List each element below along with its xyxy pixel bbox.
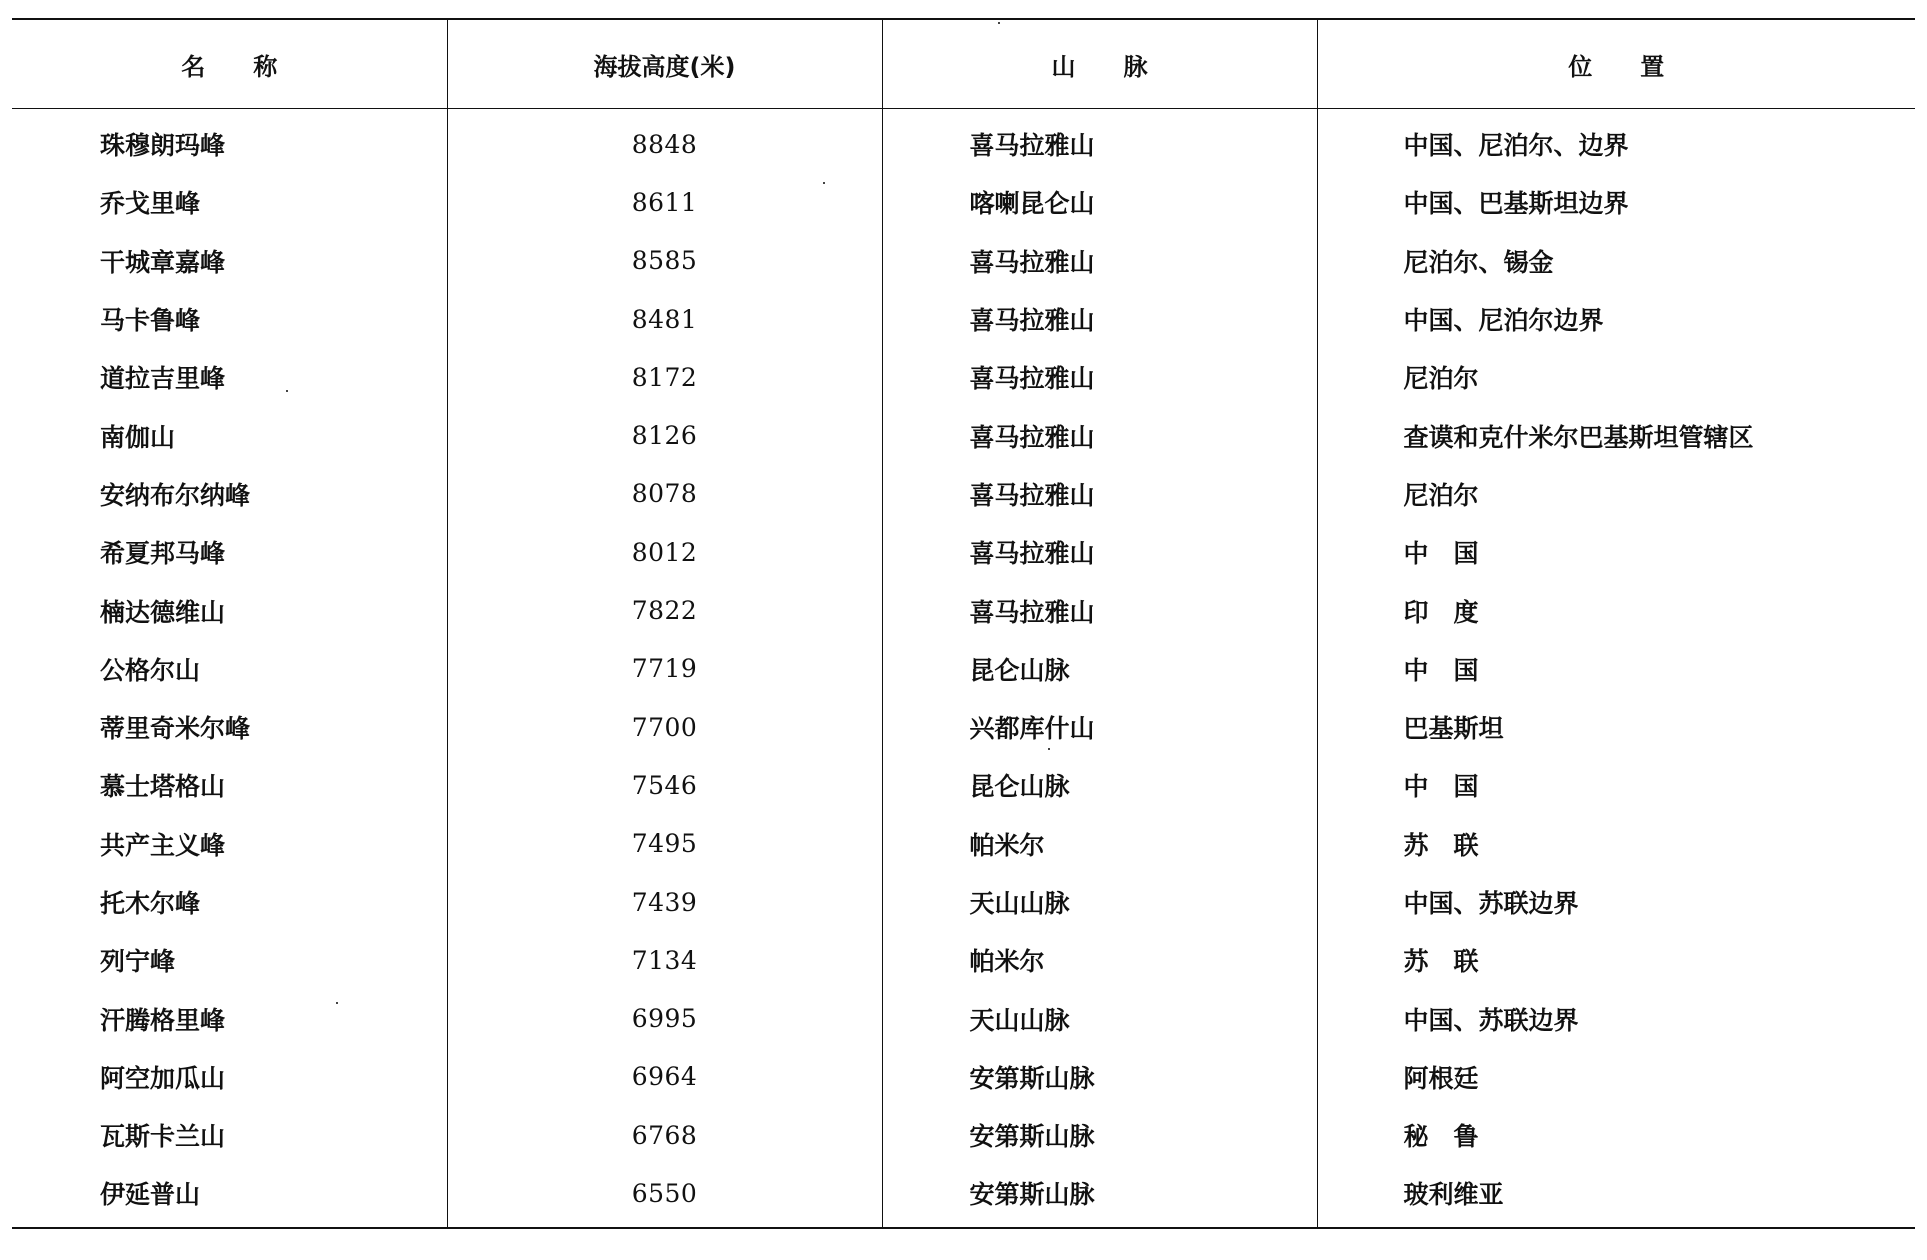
cell-name: 南伽山 — [100, 422, 176, 452]
cell-altitude: 8611 — [447, 173, 882, 231]
cell-name: 希夏邦马峰 — [100, 539, 226, 569]
cell-altitude: 8126 — [447, 406, 882, 464]
cell-location: 中 国 — [1317, 640, 1915, 698]
cell-altitude: 7822 — [447, 581, 882, 639]
table-row — [12, 290, 1915, 348]
cell-range: 天山山脉 — [882, 989, 1317, 1047]
table-row — [12, 465, 1915, 523]
scan-speck — [286, 390, 288, 392]
cell-name: 慕士塔格山 — [100, 772, 226, 802]
cell-altitude: 7546 — [447, 756, 882, 814]
cell-location: 中国、巴基斯坦边界 — [1317, 173, 1915, 231]
table-row — [12, 873, 1915, 931]
cell-location: 尼泊尔 — [1317, 465, 1915, 523]
cell-altitude: 8078 — [447, 465, 882, 523]
cell-name: 瓦斯卡兰山 — [100, 1122, 226, 1152]
table-row — [12, 931, 1915, 989]
table-row — [12, 815, 1915, 873]
cell-range: 喜马拉雅山 — [882, 581, 1317, 639]
cell-location: 秘 鲁 — [1317, 1106, 1915, 1164]
cell-range: 帕米尔 — [882, 931, 1317, 989]
cell-name: 乔戈里峰 — [100, 189, 201, 219]
cell-location: 中国、尼泊尔、边界 — [1317, 109, 1915, 174]
table-row — [12, 406, 1915, 464]
cell-location: 中 国 — [1317, 756, 1915, 814]
cell-altitude: 7439 — [447, 873, 882, 931]
table-body — [12, 109, 1915, 1228]
table-row — [12, 1106, 1915, 1164]
header-range: 山 脉 — [882, 19, 1317, 109]
cell-name: 马卡鲁峰 — [100, 306, 201, 336]
table-row — [12, 348, 1915, 406]
table-row — [12, 523, 1915, 581]
cell-range: 喜马拉雅山 — [882, 465, 1317, 523]
cell-name: 道拉吉里峰 — [100, 364, 226, 394]
cell-range: 安第斯山脉 — [882, 1164, 1317, 1227]
scan-speck — [998, 22, 1000, 24]
cell-altitude: 8172 — [447, 348, 882, 406]
table-header — [12, 19, 1915, 109]
cell-range: 喜马拉雅山 — [882, 290, 1317, 348]
scan-speck — [336, 1002, 338, 1004]
cell-location: 印 度 — [1317, 581, 1915, 639]
cell-altitude: 7495 — [447, 815, 882, 873]
cell-name: 共产主义峰 — [100, 830, 226, 860]
cell-altitude: 7700 — [447, 698, 882, 756]
cell-name: 楠达德维山 — [100, 597, 226, 627]
table-row — [12, 756, 1915, 814]
cell-name: 蒂里奇米尔峰 — [100, 714, 251, 744]
cell-location: 尼泊尔、锡金 — [1317, 232, 1915, 290]
table-row — [12, 1048, 1915, 1106]
cell-location: 苏 联 — [1317, 931, 1915, 989]
cell-range: 昆仑山脉 — [882, 640, 1317, 698]
cell-range: 喜马拉雅山 — [882, 348, 1317, 406]
mountain-peaks-table-page — [12, 18, 1915, 1229]
cell-name: 托木尔峰 — [100, 889, 201, 918]
cell-range: 喜马拉雅山 — [882, 523, 1317, 581]
cell-altitude: 8481 — [447, 290, 882, 348]
cell-range: 安第斯山脉 — [882, 1048, 1317, 1106]
header-row — [12, 19, 1915, 109]
cell-altitude: 6768 — [447, 1106, 882, 1164]
cell-altitude: 8585 — [447, 232, 882, 290]
cell-location: 查谟和克什米尔巴基斯坦管辖区 — [1317, 406, 1915, 464]
table-row — [12, 232, 1915, 290]
cell-location: 玻利维亚 — [1317, 1164, 1915, 1227]
cell-range: 天山山脉 — [882, 873, 1317, 931]
cell-altitude: 7719 — [447, 640, 882, 698]
cell-range: 帕米尔 — [882, 815, 1317, 873]
cell-name: 列宁峰 — [100, 947, 176, 977]
mountain-peaks-table — [12, 18, 1915, 1229]
cell-name: 珠穆朗玛峰 — [100, 131, 226, 161]
cell-altitude: 6550 — [447, 1164, 882, 1227]
cell-name: 汗腾格里峰 — [100, 1005, 226, 1035]
table-row — [12, 173, 1915, 231]
cell-location: 中国、苏联边界 — [1317, 989, 1915, 1047]
cell-range: 喜马拉雅山 — [882, 232, 1317, 290]
table-row — [12, 109, 1915, 174]
cell-altitude: 6995 — [447, 989, 882, 1047]
header-name: 名 称 — [12, 19, 447, 109]
cell-altitude: 7134 — [447, 931, 882, 989]
scan-speck — [823, 182, 825, 184]
table-row — [12, 1164, 1915, 1227]
cell-name: 安纳布尔纳峰 — [100, 480, 251, 510]
cell-range: 喜马拉雅山 — [882, 109, 1317, 174]
cell-range: 昆仑山脉 — [882, 756, 1317, 814]
cell-location: 中 国 — [1317, 523, 1915, 581]
cell-location: 尼泊尔 — [1317, 348, 1915, 406]
cell-name: 阿空加瓜山 — [100, 1063, 226, 1093]
cell-name: 伊延普山 — [100, 1180, 201, 1210]
scan-speck — [1048, 748, 1050, 750]
table-row — [12, 698, 1915, 756]
cell-name: 公格尔山 — [100, 655, 201, 685]
cell-range: 兴都库什山 — [882, 698, 1317, 756]
table-row — [12, 989, 1915, 1047]
cell-range: 喀喇昆仑山 — [882, 173, 1317, 231]
cell-altitude: 8012 — [447, 523, 882, 581]
cell-location: 巴基斯坦 — [1317, 698, 1915, 756]
cell-location: 中国、尼泊尔边界 — [1317, 290, 1915, 348]
cell-location: 苏 联 — [1317, 815, 1915, 873]
cell-altitude: 6964 — [447, 1048, 882, 1106]
header-location: 位 置 — [1317, 19, 1915, 109]
cell-name: 干城章嘉峰 — [100, 247, 226, 277]
cell-location: 中国、苏联边界 — [1317, 873, 1915, 931]
cell-location: 阿根廷 — [1317, 1048, 1915, 1106]
header-altitude: 海拔高度(米) — [447, 19, 882, 109]
table-row — [12, 581, 1915, 639]
cell-range: 喜马拉雅山 — [882, 406, 1317, 464]
cell-altitude: 8848 — [447, 109, 882, 174]
cell-range: 安第斯山脉 — [882, 1106, 1317, 1164]
table-row — [12, 640, 1915, 698]
